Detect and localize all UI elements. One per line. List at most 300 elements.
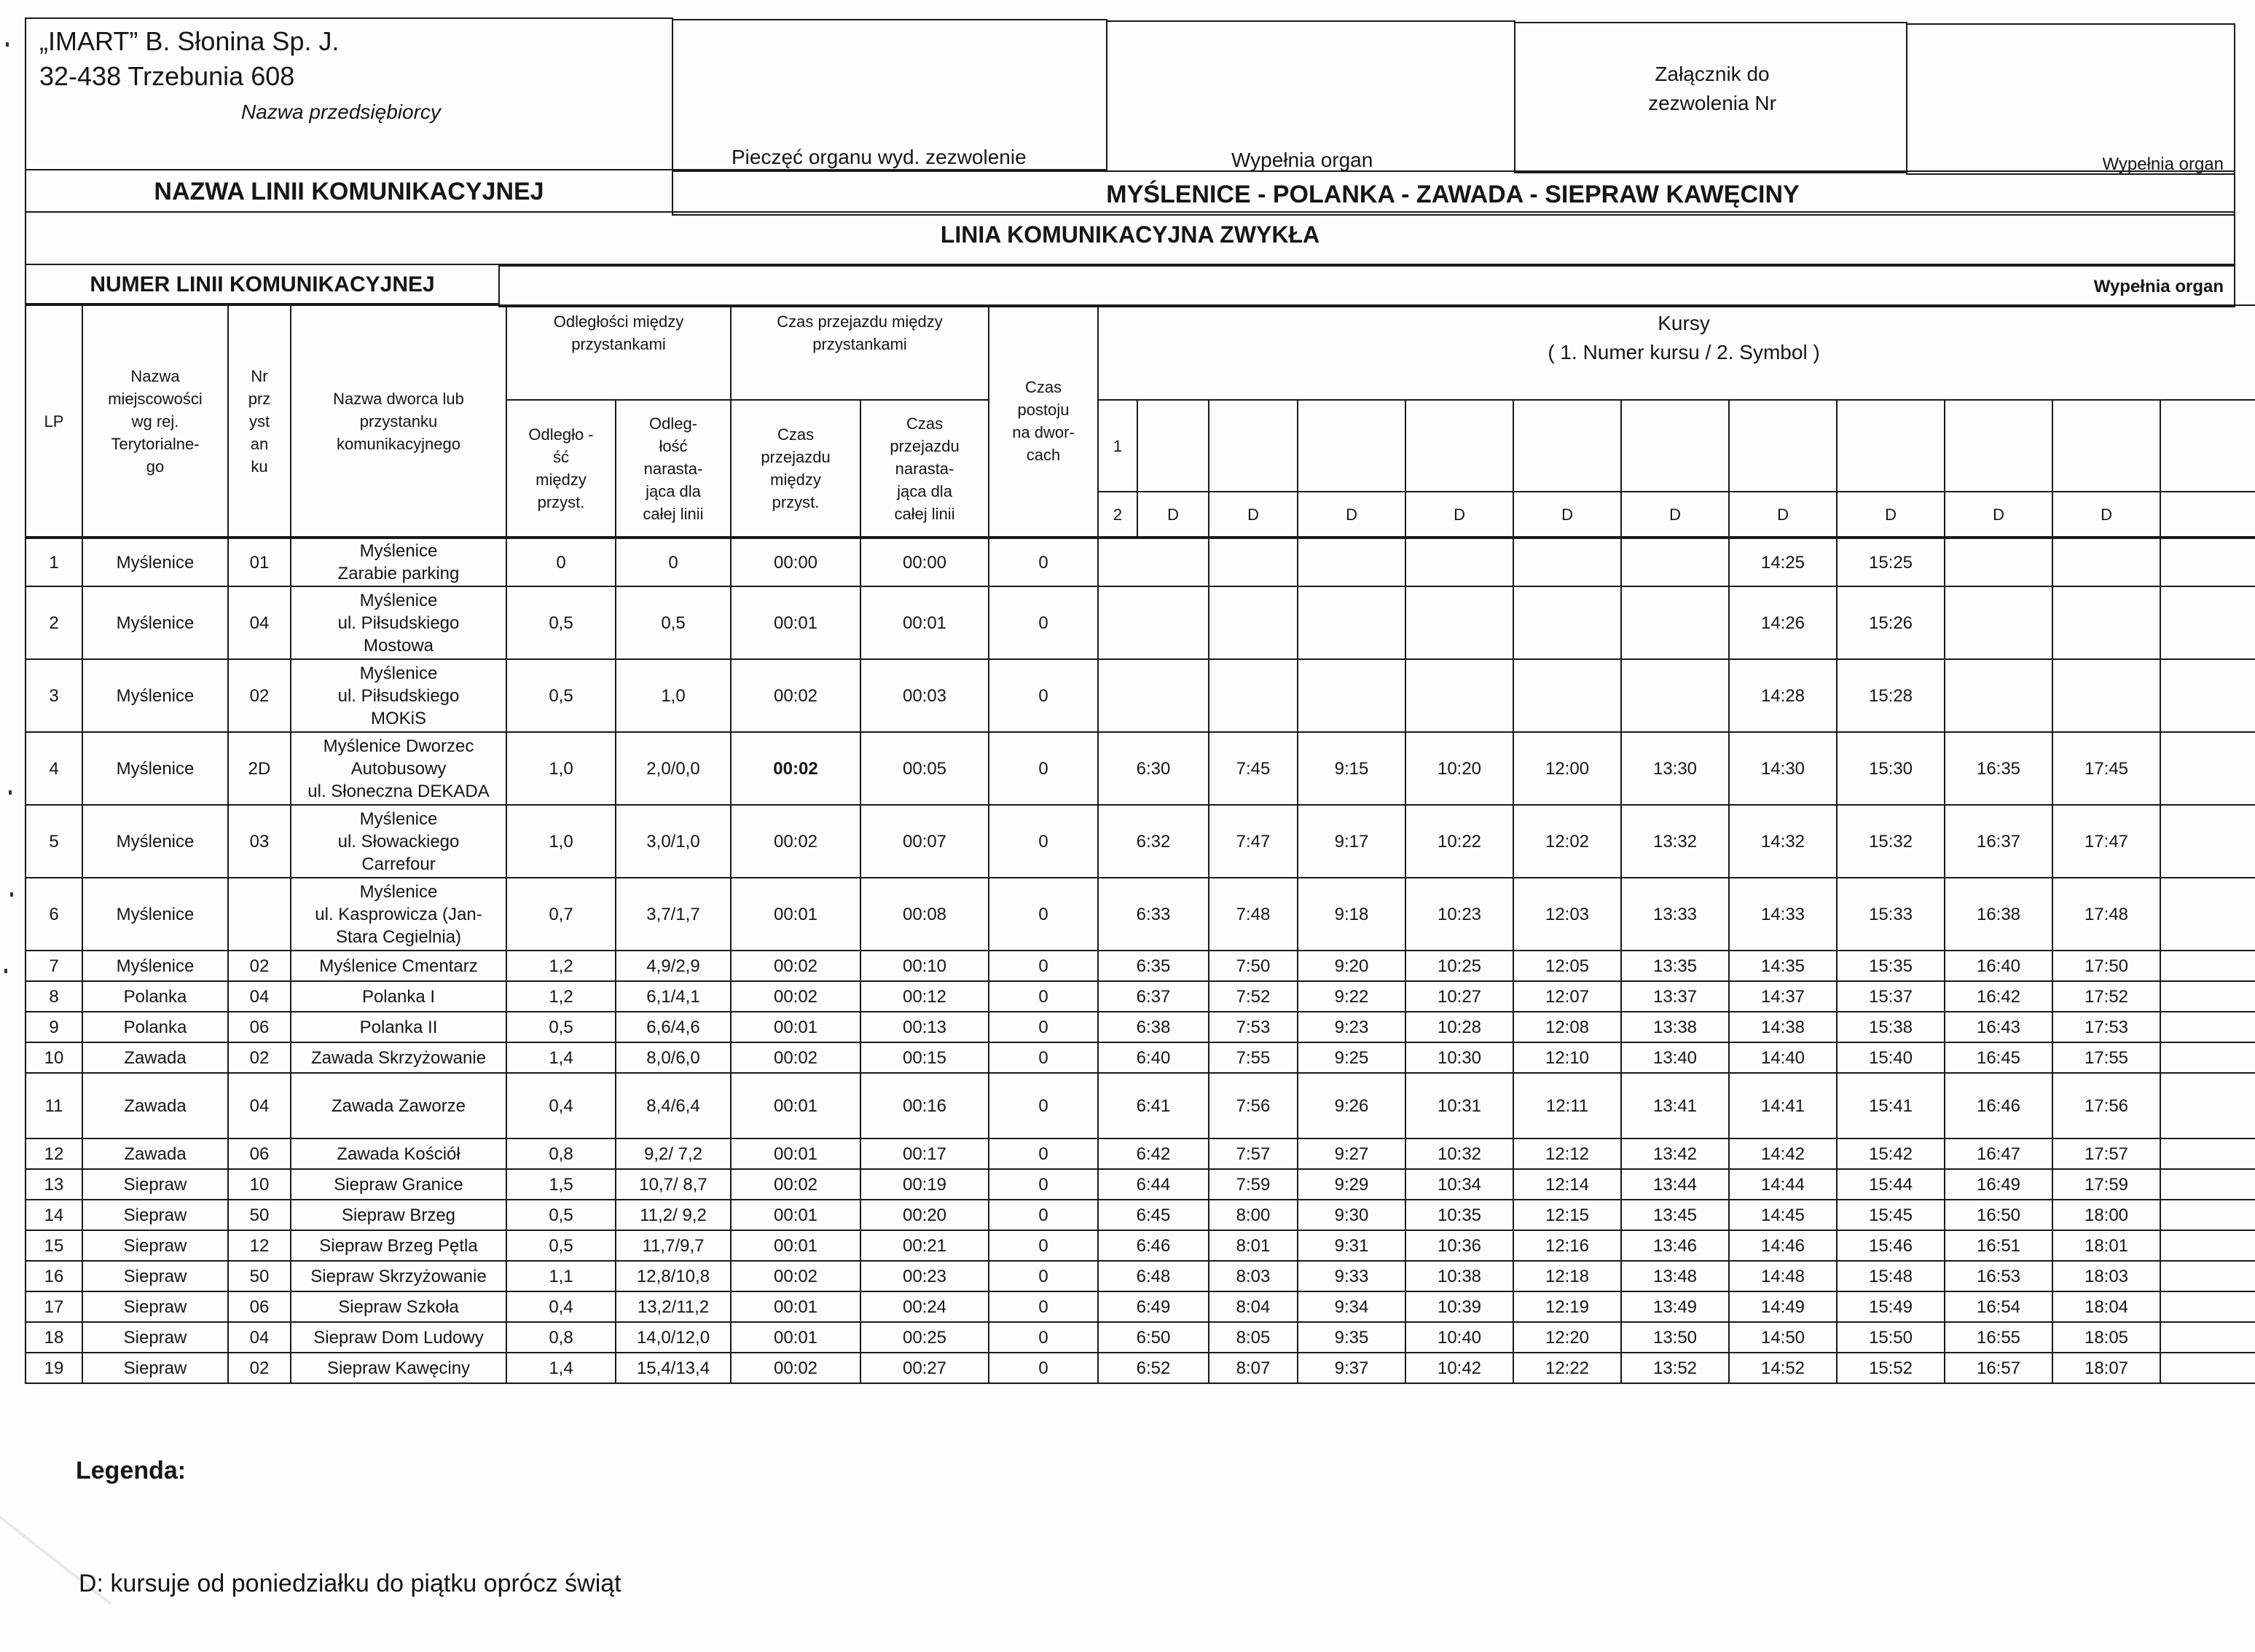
cell-departure-time[interactable]: 18:00 [2052,1200,2160,1230]
cell-departure-time[interactable]: 12:08 [1513,1012,1621,1042]
cell-departure-time[interactable]: 12:20 [1513,1322,1621,1353]
cell-departure-time[interactable]: 10:20 [1405,732,1513,805]
cell-travel-time-cumulative: 00:24 [860,1291,989,1322]
cell-departure-time[interactable]: 10:39 [1405,1291,1513,1322]
cell-departure-time[interactable]: 13:50 [1621,1322,1729,1353]
stop-name-line: Zawada Kościół [337,1144,460,1164]
course-number-cell[interactable] [1209,400,1298,492]
cell-departure-time[interactable]: 9:23 [1298,1012,1405,1042]
cell-departure-time[interactable]: 16:50 [1945,1200,2052,1230]
cell-distance-cumulative: 14,0/12,0 [616,1322,731,1353]
cell-departure-time[interactable]: 9:33 [1298,1261,1405,1291]
cell-departure-time[interactable]: 13:45 [1621,1200,1729,1230]
cell-departure-time[interactable]: 14:26 [1729,586,1837,659]
cell-distance-cumulative: 6,6/4,6 [616,1012,731,1042]
table-row [26,1138,2255,1169]
cell-departure-time[interactable] [2160,1138,2255,1169]
cell-departure-time[interactable]: 15:30 [1837,732,1945,805]
cell-departure-time[interactable]: 17:53 [2052,1012,2160,1042]
stop-name-line: ul. Słowackiego [337,831,460,851]
cell-departure-time[interactable]: 17:52 [2052,981,2160,1012]
cell-departure-time[interactable]: 17:47 [2052,805,2160,878]
cell-departure-time[interactable]: 12:05 [1513,951,1621,981]
cell-stop-number: 02 [228,951,291,981]
cell-lp: 14 [26,1200,82,1230]
cell-stop-time: 0 [989,1353,1098,1383]
course-number-cell[interactable] [1945,400,2052,492]
cell-travel-time: 00:01 [731,1322,860,1353]
cell-distance: 1,2 [506,981,616,1012]
cell-distance: 0,5 [506,1012,616,1042]
cell-departure-time[interactable]: 17:45 [2052,732,2160,805]
cell-departure-time[interactable] [1513,586,1621,659]
course-number-cell[interactable] [2160,400,2255,492]
cell-departure-time[interactable]: 9:29 [1298,1169,1405,1200]
cell-departure-time[interactable]: 14:50 [1729,1322,1837,1353]
cell-departure-time[interactable]: 6:35 [1098,951,1209,981]
course-symbol-cell: D [2052,492,2160,537]
cell-departure-time[interactable]: 7:57 [1209,1138,1298,1169]
cell-stop-time: 0 [989,1012,1098,1042]
cell-departure-time[interactable]: 6:41 [1098,1073,1209,1138]
cell-departure-time[interactable]: 14:28 [1729,659,1837,732]
course-number-cell[interactable] [1837,400,1945,492]
cell-departure-time[interactable]: 6:48 [1098,1261,1209,1291]
cell-departure-time[interactable]: 6:44 [1098,1169,1209,1200]
cell-departure-time[interactable]: 10:36 [1405,1230,1513,1261]
cell-departure-time[interactable]: 14:45 [1729,1200,1837,1230]
cell-departure-time[interactable]: 16:45 [1945,1042,2052,1073]
table-row [26,951,2255,981]
table-row [26,659,2255,732]
cell-departure-time[interactable]: 9:22 [1298,981,1405,1012]
cell-travel-time-cumulative: 00:19 [860,1169,989,1200]
cell-travel-time: 00:01 [731,1012,860,1042]
cell-departure-time[interactable]: 9:27 [1298,1138,1405,1169]
cell-departure-time[interactable] [1621,586,1729,659]
line-name-value-box [672,170,2235,216]
cell-departure-time[interactable]: 17:57 [2052,1138,2160,1169]
cell-departure-time[interactable]: 14:32 [1729,805,1837,878]
cell-departure-time[interactable]: 12:18 [1513,1261,1621,1291]
cell-departure-time[interactable]: 7:56 [1209,1073,1298,1138]
cell-departure-time[interactable]: 12:12 [1513,1138,1621,1169]
course-number-cell[interactable] [2052,400,2160,492]
cell-departure-time[interactable]: 7:55 [1209,1042,1298,1073]
stop-name-line: ul. Piłsudskiego [337,685,460,706]
cell-departure-time[interactable]: 10:34 [1405,1169,1513,1200]
cell-departure-time[interactable] [2160,1042,2255,1073]
cell-departure-time[interactable]: 17:50 [2052,951,2160,981]
cell-locality: Myślenice [82,951,228,981]
stop-name-line: Autobusowy [350,758,447,779]
cell-departure-time[interactable] [1945,538,2052,586]
cell-departure-time[interactable]: 16:55 [1945,1322,2052,1353]
cell-departure-time[interactable] [2160,586,2255,659]
cell-departure-time[interactable]: 15:26 [1837,586,1945,659]
cell-departure-time[interactable]: 13:44 [1621,1169,1729,1200]
cell-departure-time[interactable]: 14:42 [1729,1138,1837,1169]
cell-departure-time[interactable]: 18:05 [2052,1322,2160,1353]
line-name-value: MYŚLENICE - POLANKA - ZAWADA - SIEPRAW KAWĘCINY [1106,181,1800,208]
cell-departure-time[interactable]: 7:47 [1209,805,1298,878]
cell-departure-time[interactable]: 13:37 [1621,981,1729,1012]
cell-departure-time[interactable]: 14:46 [1729,1230,1837,1261]
cell-departure-time[interactable]: 9:18 [1298,878,1405,951]
course-number-cell[interactable] [1298,400,1405,492]
cell-stop-number: 04 [228,586,291,659]
cell-departure-time[interactable]: 12:14 [1513,1169,1621,1200]
stop-name-line: Myślenice Cmentarz [319,956,478,976]
cell-stop-name [291,805,506,878]
cell-departure-time[interactable]: 9:17 [1298,805,1405,878]
course-number-cell[interactable] [1405,400,1513,492]
cell-departure-time[interactable]: 8:01 [1209,1230,1298,1261]
cell-departure-time[interactable]: 15:38 [1837,1012,1945,1042]
cell-departure-time[interactable]: 13:42 [1621,1138,1729,1169]
cell-distance: 1,1 [506,1261,616,1291]
cell-departure-time[interactable]: 14:48 [1729,1261,1837,1291]
cell-departure-time[interactable] [1513,659,1621,732]
cell-departure-time[interactable]: 9:26 [1298,1073,1405,1138]
cell-locality: Siepraw [82,1230,228,1261]
cell-departure-time[interactable]: 16:43 [1945,1012,2052,1042]
course-number-cell[interactable] [1621,400,1729,492]
cell-departure-time[interactable]: 8:00 [1209,1200,1298,1230]
stop-name-line: Siepraw Brzeg [341,1205,456,1225]
cell-departure-time[interactable]: 14:41 [1729,1073,1837,1138]
cell-locality: Myślenice [82,732,228,805]
cell-departure-time[interactable]: 10:30 [1405,1042,1513,1073]
cell-departure-time[interactable]: 8:03 [1209,1261,1298,1291]
cell-departure-time[interactable]: 6:49 [1098,1291,1209,1322]
cell-departure-time[interactable]: 18:03 [2052,1261,2160,1291]
cell-departure-time[interactable] [1098,659,1209,732]
cell-departure-time[interactable]: 10:38 [1405,1261,1513,1291]
cell-departure-time[interactable]: 15:33 [1837,878,1945,951]
cell-distance-cumulative: 11,2/ 9,2 [616,1200,731,1230]
cell-departure-time[interactable] [1405,659,1513,732]
cell-stop-name [291,951,506,981]
cell-distance-cumulative: 3,7/1,7 [616,878,731,951]
cell-departure-time[interactable] [2160,805,2255,878]
course-number-cell[interactable] [1513,400,1621,492]
cell-travel-time-cumulative: 00:12 [860,981,989,1012]
cell-travel-time-cumulative: 00:15 [860,1042,989,1073]
cell-departure-time[interactable]: 15:46 [1837,1230,1945,1261]
cell-distance: 0,5 [506,586,616,659]
cell-departure-time[interactable]: 6:46 [1098,1230,1209,1261]
cell-departure-time[interactable] [1513,538,1621,586]
cell-stop-number: 10 [228,1169,291,1200]
cell-departure-time[interactable] [2052,538,2160,586]
cell-departure-time[interactable]: 15:45 [1837,1200,1945,1230]
cell-distance: 0,8 [506,1322,616,1353]
cell-departure-time[interactable]: 16:57 [1945,1353,2052,1383]
cell-departure-time[interactable] [1298,659,1405,732]
course-row-label: 1 [1098,400,1137,492]
cell-departure-time[interactable]: 12:11 [1513,1073,1621,1138]
cell-departure-time[interactable]: 7:50 [1209,951,1298,981]
cell-departure-time[interactable]: 15:25 [1837,538,1945,586]
cell-departure-time[interactable]: 13:41 [1621,1073,1729,1138]
cell-locality: Zawada [82,1042,228,1073]
cell-departure-time[interactable]: 15:32 [1837,805,1945,878]
cell-lp: 8 [26,981,82,1012]
cell-departure-time[interactable]: 13:32 [1621,805,1729,878]
cell-departure-time[interactable]: 13:48 [1621,1261,1729,1291]
cell-departure-time[interactable]: 10:28 [1405,1012,1513,1042]
cell-departure-time[interactable] [1209,538,1298,586]
cell-departure-time[interactable] [2160,878,2255,951]
stop-name-line: Siepraw Granice [334,1174,463,1195]
cell-departure-time[interactable]: 13:38 [1621,1012,1729,1042]
cell-departure-time[interactable]: 6:30 [1098,732,1209,805]
stop-name-line: Polanka I [361,986,436,1007]
cell-departure-time[interactable]: 6:38 [1098,1012,1209,1042]
cell-departure-time[interactable]: 12:02 [1513,805,1621,878]
cell-departure-time[interactable]: 17:56 [2052,1073,2160,1138]
cell-departure-time[interactable]: 14:40 [1729,1042,1837,1073]
cell-departure-time[interactable]: 12:19 [1513,1291,1621,1322]
cell-stop-number: 50 [228,1200,291,1230]
cell-departure-time[interactable] [1405,586,1513,659]
cell-departure-time[interactable]: 16:38 [1945,878,2052,951]
cell-departure-time[interactable]: 9:35 [1298,1322,1405,1353]
cell-departure-time[interactable] [1209,586,1298,659]
stop-name-line: Myślenice [359,663,438,683]
cell-stop-time: 0 [989,1073,1098,1138]
cell-departure-time[interactable]: 6:52 [1098,1353,1209,1383]
cell-departure-time[interactable]: 12:00 [1513,732,1621,805]
cell-departure-time[interactable] [2160,1169,2255,1200]
cell-departure-time[interactable]: 16:46 [1945,1073,2052,1138]
cell-departure-time[interactable]: 14:38 [1729,1012,1837,1042]
cell-departure-time[interactable]: 13:35 [1621,951,1729,981]
cell-departure-time[interactable]: 8:04 [1209,1291,1298,1322]
course-number-cell[interactable] [1729,400,1837,492]
cell-departure-time[interactable] [2052,659,2160,732]
cell-departure-time[interactable]: 12:16 [1513,1230,1621,1261]
cell-departure-time[interactable]: 12:03 [1513,878,1621,951]
cell-stop-number: 02 [228,1042,291,1073]
cell-departure-time[interactable]: 17:59 [2052,1169,2160,1200]
cell-stop-name [291,1261,506,1291]
cell-departure-time[interactable]: 17:55 [2052,1042,2160,1073]
cell-departure-time[interactable]: 9:15 [1298,732,1405,805]
course-symbol-cell: D [1298,492,1405,537]
cell-departure-time[interactable]: 14:44 [1729,1169,1837,1200]
cell-lp: 13 [26,1169,82,1200]
stop-name-line: ul. Słoneczna DEKADA [307,781,490,801]
cell-departure-time[interactable]: 14:35 [1729,951,1837,981]
line-number-value-box[interactable] [498,265,2235,307]
cell-stop-name [291,538,506,586]
cell-departure-time[interactable] [1098,586,1209,659]
cell-departure-time[interactable]: 15:35 [1837,951,1945,981]
cell-departure-time[interactable]: 10:31 [1405,1073,1513,1138]
cell-departure-time[interactable]: 6:42 [1098,1138,1209,1169]
stop-name-line: Polanka II [359,1017,438,1037]
cell-departure-time[interactable]: 15:28 [1837,659,1945,732]
cell-departure-time[interactable]: 14:33 [1729,878,1837,951]
cell-departure-time[interactable] [2160,1291,2255,1322]
cell-departure-time[interactable]: 13:33 [1621,878,1729,951]
cell-departure-time[interactable] [1298,586,1405,659]
cell-departure-time[interactable]: 8:05 [1209,1322,1298,1353]
cell-departure-time[interactable]: 14:30 [1729,732,1837,805]
cell-departure-time[interactable]: 13:49 [1621,1291,1729,1322]
cell-distance-cumulative: 9,2/ 7,2 [616,1138,731,1169]
cell-departure-time[interactable]: 14:49 [1729,1291,1837,1322]
cell-departure-time[interactable] [2160,659,2255,732]
cell-departure-time[interactable] [2160,1200,2255,1230]
cell-departure-time[interactable]: 6:33 [1098,878,1209,951]
stop-name-line: Siepraw Skrzyżowanie [310,1266,487,1286]
cell-departure-time[interactable]: 7:59 [1209,1169,1298,1200]
cell-departure-time[interactable]: 7:53 [1209,1012,1298,1042]
cell-departure-time[interactable]: 18:04 [2052,1291,2160,1322]
header-distances-group: Odległości między przystankami [506,305,731,400]
cell-departure-time[interactable] [2160,1012,2255,1042]
cell-departure-time[interactable]: 10:40 [1405,1322,1513,1353]
cell-departure-time[interactable] [1621,538,1729,586]
cell-departure-time[interactable]: 10:35 [1405,1200,1513,1230]
stop-name-line: Zawada Zaworze [331,1096,466,1116]
cell-travel-time: 00:02 [731,805,860,878]
cell-distance-cumulative: 8,4/6,4 [616,1073,731,1138]
cell-departure-time[interactable] [2160,1073,2255,1138]
cell-departure-time[interactable]: 6:37 [1098,981,1209,1012]
cell-stop-number [228,878,291,951]
cell-departure-time[interactable] [1945,659,2052,732]
cell-departure-time[interactable] [2160,732,2255,805]
cell-departure-time[interactable]: 16:54 [1945,1291,2052,1322]
cell-departure-time[interactable]: 15:37 [1837,981,1945,1012]
stop-name-line: Stara Cegielnia) [335,927,462,947]
cell-departure-time[interactable]: 16:37 [1945,805,2052,878]
cell-departure-time[interactable]: 12:10 [1513,1042,1621,1073]
course-symbol-cell: D [1513,492,1621,537]
cell-departure-time[interactable]: 15:40 [1837,1042,1945,1073]
cell-departure-time[interactable]: 16:35 [1945,732,2052,805]
cell-departure-time[interactable]: 8:07 [1209,1353,1298,1383]
cell-departure-time[interactable]: 15:42 [1837,1138,1945,1169]
cell-departure-time[interactable] [1621,659,1729,732]
cell-departure-time[interactable] [2160,1261,2255,1291]
cell-departure-time[interactable]: 18:01 [2052,1230,2160,1261]
cell-departure-time[interactable]: 16:47 [1945,1138,2052,1169]
line-number-label-box [25,264,500,304]
cell-departure-time[interactable]: 16:51 [1945,1230,2052,1261]
cell-departure-time[interactable]: 14:37 [1729,981,1837,1012]
cell-departure-time[interactable] [2160,1230,2255,1261]
cell-departure-time[interactable]: 15:52 [1837,1353,1945,1383]
cell-departure-time[interactable]: 9:34 [1298,1291,1405,1322]
cell-departure-time[interactable]: 10:32 [1405,1138,1513,1169]
cell-departure-time[interactable]: 13:46 [1621,1230,1729,1261]
cell-departure-time[interactable]: 13:30 [1621,732,1729,805]
cell-locality: Myślenice [82,805,228,878]
cell-departure-time[interactable]: 6:50 [1098,1322,1209,1353]
cell-departure-time[interactable]: 15:41 [1837,1073,1945,1138]
cell-departure-time[interactable] [1098,538,1209,586]
cell-stop-number: 03 [228,805,291,878]
cell-departure-time[interactable]: 13:40 [1621,1042,1729,1073]
cell-departure-time[interactable] [2052,586,2160,659]
cell-stop-name [291,659,506,732]
cell-travel-time: 00:02 [731,981,860,1012]
cell-travel-time-cumulative: 00:23 [860,1261,989,1291]
cell-departure-time[interactable] [2160,1353,2255,1383]
cell-departure-time[interactable]: 10:42 [1405,1353,1513,1383]
cell-departure-time[interactable]: 13:52 [1621,1353,1729,1383]
cell-departure-time[interactable]: 16:53 [1945,1261,2052,1291]
cell-departure-time[interactable]: 7:45 [1209,732,1298,805]
cell-departure-time[interactable] [1209,659,1298,732]
cell-departure-time[interactable] [1405,538,1513,586]
cell-departure-time[interactable]: 10:22 [1405,805,1513,878]
cell-departure-time[interactable]: 9:25 [1298,1042,1405,1073]
cell-departure-time[interactable] [2160,1322,2255,1353]
cell-departure-time[interactable] [2160,981,2255,1012]
cell-departure-time[interactable]: 6:45 [1098,1200,1209,1230]
cell-departure-time[interactable]: 9:30 [1298,1200,1405,1230]
cell-departure-time[interactable]: 9:20 [1298,951,1405,981]
cell-departure-time[interactable]: 17:48 [2052,878,2160,951]
cell-locality: Siepraw [82,1353,228,1383]
cell-departure-time[interactable]: 15:50 [1837,1322,1945,1353]
stop-name-line: Myślenice Dworzec [323,736,474,756]
cell-departure-time[interactable]: 16:42 [1945,981,2052,1012]
cell-departure-time[interactable]: 9:31 [1298,1230,1405,1261]
cell-departure-time[interactable]: 12:15 [1513,1200,1621,1230]
cell-departure-time[interactable] [1945,586,2052,659]
table-row [26,1322,2255,1353]
cell-departure-time[interactable]: 6:32 [1098,805,1209,878]
table-row [26,1353,2255,1383]
cell-departure-time[interactable]: 14:52 [1729,1353,1837,1383]
cell-departure-time[interactable]: 16:40 [1945,951,2052,981]
cell-departure-time[interactable]: 15:44 [1837,1169,1945,1200]
cell-departure-time[interactable] [1298,538,1405,586]
header-stop-time: Czas postoju na dwor- cach [989,305,1098,537]
cell-departure-time[interactable]: 12:07 [1513,981,1621,1012]
cell-departure-time[interactable] [2160,538,2255,586]
cell-stop-time: 0 [989,1169,1098,1200]
stop-name-line: Carrefour [361,854,436,874]
cell-departure-time[interactable]: 10:23 [1405,878,1513,951]
cell-departure-time[interactable]: 7:48 [1209,878,1298,951]
cell-departure-time[interactable]: 14:25 [1729,538,1837,586]
cell-departure-time[interactable]: 9:37 [1298,1353,1405,1383]
cell-departure-time[interactable] [2160,951,2255,981]
cell-lp: 12 [26,1138,82,1169]
cell-departure-time[interactable]: 12:22 [1513,1353,1621,1383]
cell-departure-time[interactable]: 6:40 [1098,1042,1209,1073]
cell-stop-time: 0 [989,981,1098,1012]
cell-departure-time[interactable]: 10:25 [1405,951,1513,981]
cell-distance: 1,4 [506,1042,616,1073]
cell-departure-time[interactable]: 18:07 [2052,1353,2160,1383]
cell-departure-time[interactable]: 15:48 [1837,1261,1945,1291]
cell-departure-time[interactable]: 16:49 [1945,1169,2052,1200]
cell-departure-time[interactable]: 7:52 [1209,981,1298,1012]
cell-departure-time[interactable]: 15:49 [1837,1291,1945,1322]
course-number-cell[interactable] [1137,400,1209,492]
cell-stop-name [291,586,506,659]
cell-departure-time[interactable]: 10:27 [1405,981,1513,1012]
